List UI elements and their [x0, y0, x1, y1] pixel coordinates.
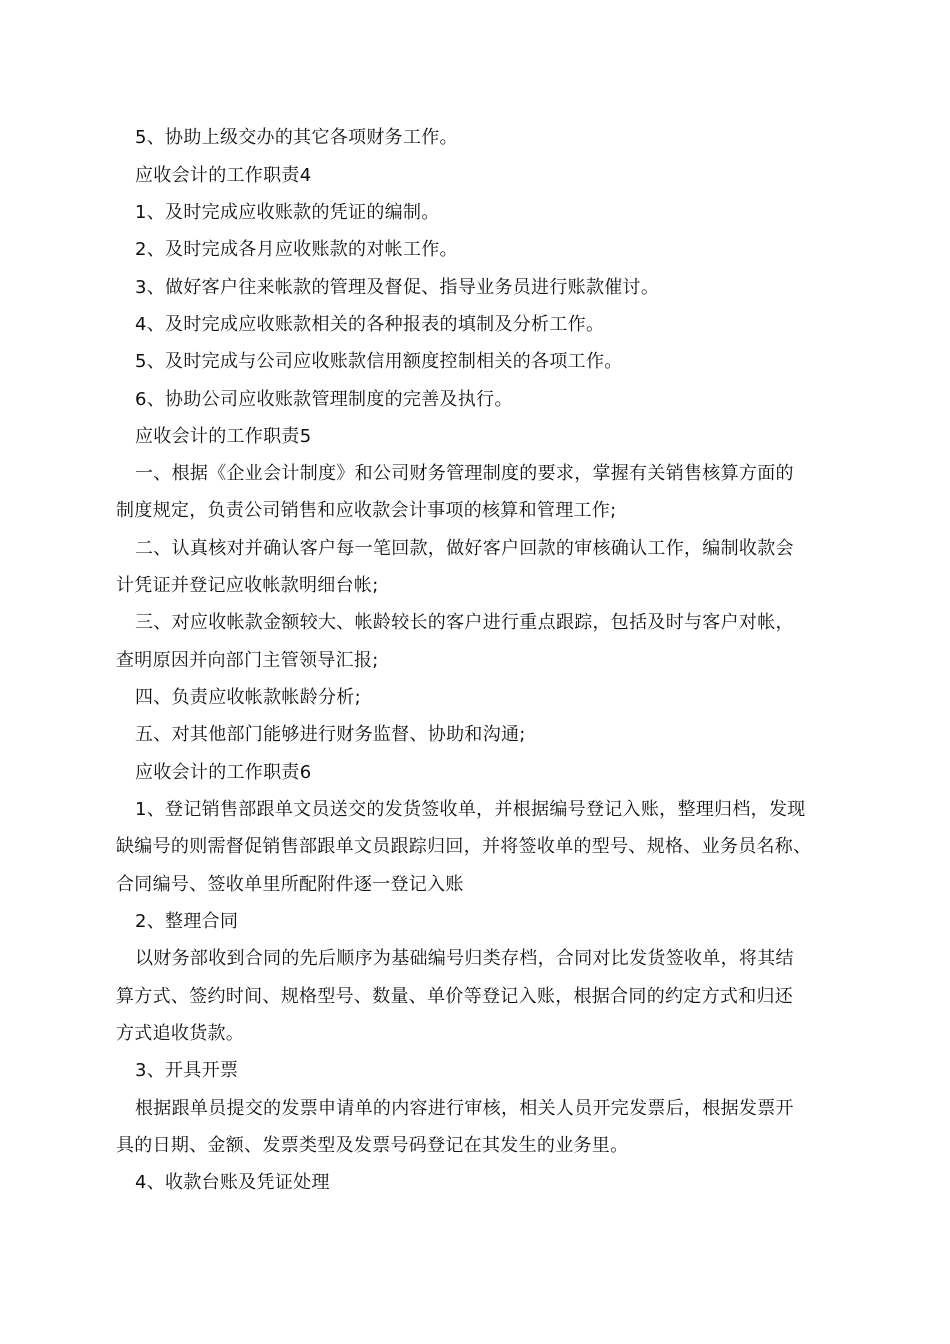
- text-line: 方式追收货款。: [116, 1023, 245, 1044]
- text-line: 2、及时完成各月应收账款的对帐工作。: [135, 239, 458, 260]
- text-line: 制度规定，负责公司销售和应收款会计事项的核算和管理工作;: [116, 500, 617, 521]
- text-line: 五、对其他部门能够进行财务监督、协助和沟通;: [135, 724, 526, 745]
- text-line: 二、认真核对并确认客户每一笔回款，做好客户回款的审核确认工作，编制收款会: [135, 538, 794, 559]
- section-heading: 应收会计的工作职责5: [135, 426, 312, 447]
- text-line: 5、协助上级交办的其它各项财务工作。: [135, 127, 458, 148]
- text-line: 四、负责应收帐款帐龄分析;: [135, 687, 361, 708]
- subheading: 3、开具开票: [135, 1060, 239, 1081]
- text-line: 根据跟单员提交的发票申请单的内容进行审核，相关人员开完发票后，根据发票开: [135, 1098, 794, 1119]
- subheading: 4、收款台账及凭证处理: [135, 1172, 330, 1193]
- section-heading: 应收会计的工作职责4: [135, 165, 312, 186]
- text-line: 5、及时完成与公司应收账款信用额度控制相关的各项工作。: [135, 351, 623, 372]
- text-line: 4、及时完成应收账款相关的各种报表的填制及分析工作。: [135, 314, 605, 335]
- text-line: 缺编号的则需督促销售部跟单文员跟踪归回，并将签收单的型号、规格、业务员名称、: [116, 836, 812, 857]
- text-line: 三、对应收帐款金额较大、帐龄较长的客户进行重点跟踪，包括及时与客户对帐，: [135, 612, 794, 633]
- text-line: 计凭证并登记应收帐款明细台帐;: [116, 575, 379, 596]
- text-line: 3、做好客户往来帐款的管理及督促、指导业务员进行账款催讨。: [135, 277, 660, 298]
- text-line: 查明原因并向部门主管领导汇报;: [116, 650, 379, 671]
- text-line: 一、根据《企业会计制度》和公司财务管理制度的要求，掌握有关销售核算方面的: [135, 463, 794, 484]
- text-line: 1、及时完成应收账款的凭证的编制。: [135, 202, 440, 223]
- text-line: 算方式、签约时间、规格型号、数量、单价等登记入账，根据合同的约定方式和归还: [116, 986, 794, 1007]
- text-line: 6、协助公司应收账款管理制度的完善及执行。: [135, 389, 513, 410]
- text-line: 以财务部收到合同的先后顺序为基础编号归类存档，合同对比发货签收单，将其结: [135, 948, 794, 969]
- section-heading: 应收会计的工作职责6: [135, 762, 312, 783]
- subheading: 2、整理合同: [135, 911, 239, 932]
- text-line: 具的日期、金额、发票类型及发票号码登记在其发生的业务里。: [116, 1135, 629, 1156]
- text-line: 合同编号、签收单里所配附件逐一登记入账: [116, 874, 464, 895]
- text-line: 1、登记销售部跟单文员送交的发货签收单，并根据编号登记入账，整理归档，发现: [135, 799, 806, 820]
